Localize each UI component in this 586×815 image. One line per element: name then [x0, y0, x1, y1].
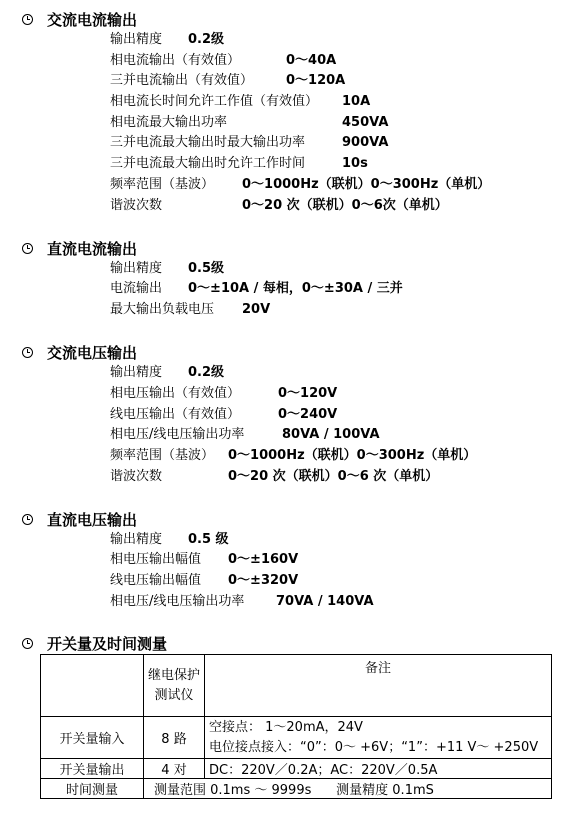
section-title: 交流电压输出: [47, 343, 138, 362]
clock-bullet-icon: [22, 638, 33, 649]
table-cell: DC：220V／0.2A；AC：220V／0.5A: [205, 759, 552, 779]
table-header-cell: 备注: [205, 655, 552, 717]
table-cell: 开关量输入: [41, 717, 144, 759]
section-title: 直流电压输出: [47, 510, 138, 529]
table-cell: 测量范围 0.1ms ～ 9999s 测量精度 0.1mS: [144, 779, 552, 799]
section-heading: [22, 342, 137, 362]
clock-bullet-icon: [22, 243, 33, 254]
section-heading: [22, 633, 167, 653]
switch-table: [40, 654, 552, 799]
section-heading: [22, 509, 137, 529]
note-line: 电位接点接入：“0”：0～ +6V；“1”：+11 V～ +250V: [209, 739, 539, 755]
note-line: 空接点： 1～20mA，24V: [209, 719, 363, 735]
table-cell: 8 路: [144, 717, 205, 759]
table-cell: 4 对: [144, 759, 205, 779]
section-title: 交流电流输出: [47, 10, 138, 29]
table-row: [41, 759, 552, 779]
table-cell: 开关量输出: [41, 759, 144, 779]
section-title: 开关量及时间测量: [47, 634, 168, 653]
section-title: 直流电流输出: [47, 239, 138, 258]
table-header-cell: [41, 655, 144, 717]
section-heading: [22, 238, 137, 258]
clock-bullet-icon: [22, 347, 33, 358]
table-header-row: [41, 655, 552, 717]
clock-bullet-icon: [22, 514, 33, 525]
table-header-cell: 继电保护测试仪: [144, 655, 205, 717]
table-cell: 时间测量: [41, 779, 144, 799]
clock-bullet-icon: [22, 14, 33, 25]
table-row: [41, 717, 552, 759]
table-row: [41, 779, 552, 799]
section-heading: [22, 9, 137, 29]
table-cell: [205, 717, 552, 759]
